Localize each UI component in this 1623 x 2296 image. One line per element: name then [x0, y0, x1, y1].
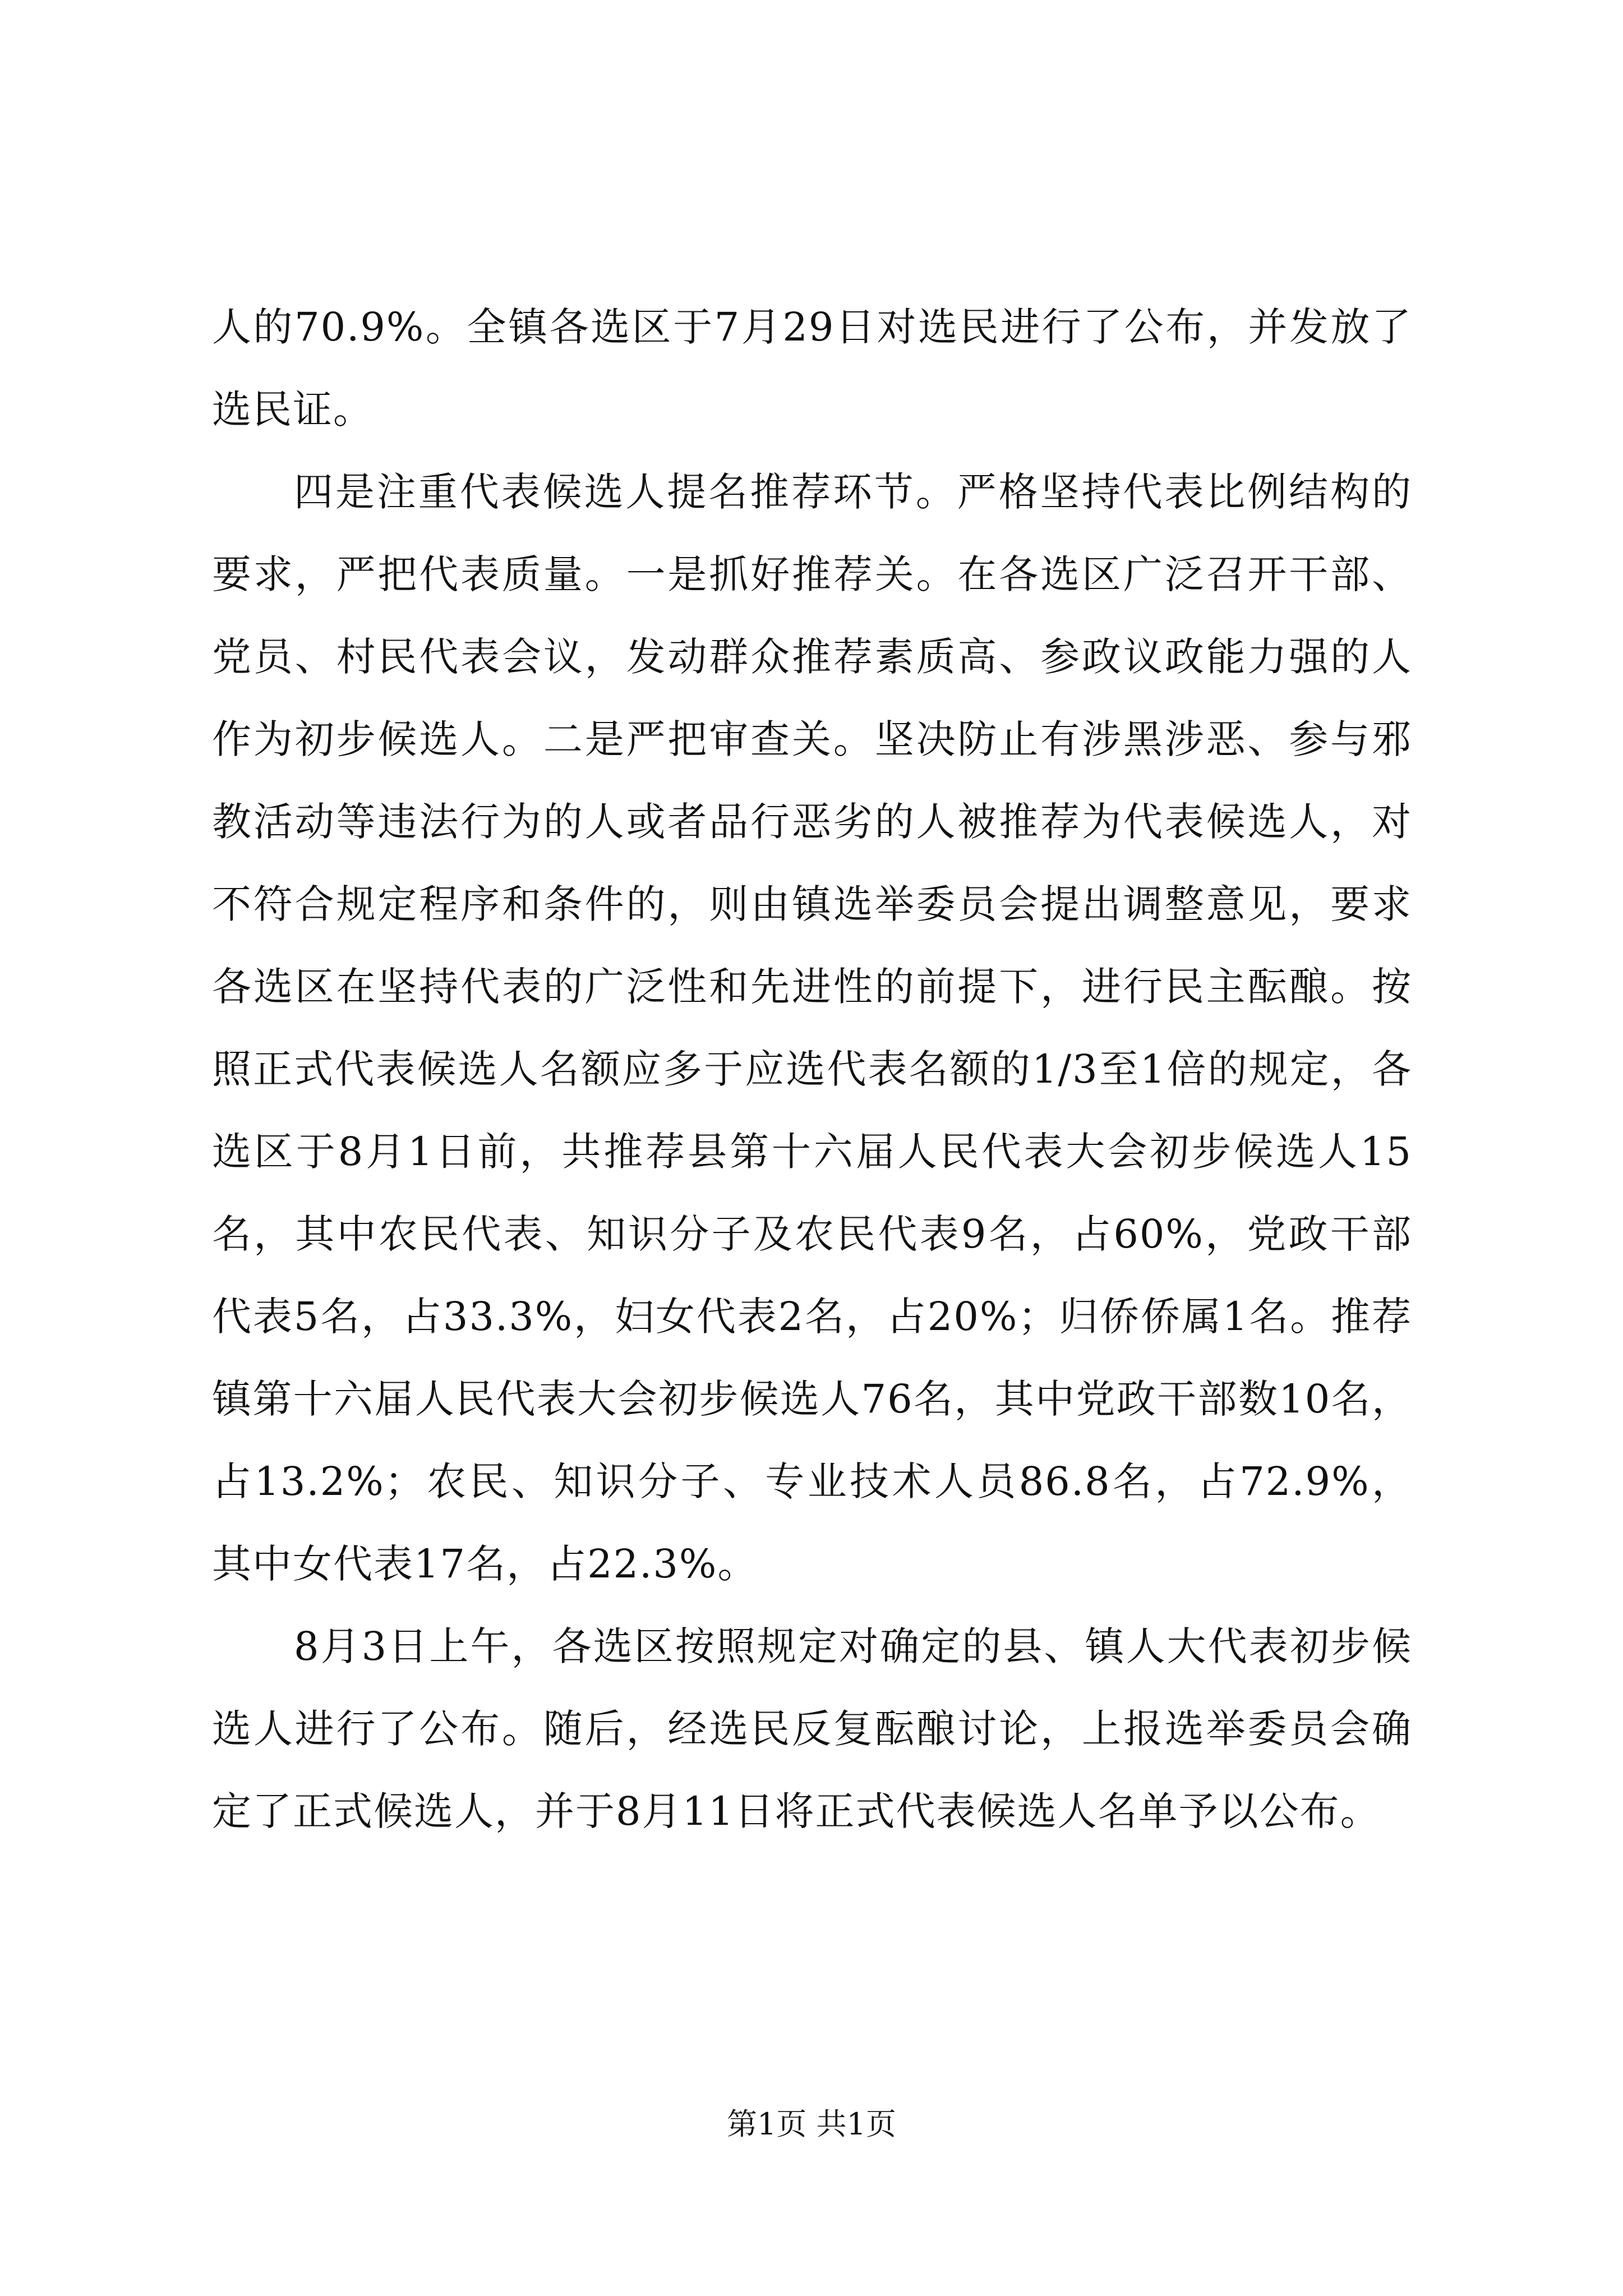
document-body — [212, 286, 1412, 1853]
page-number-footer: 第1页 共1页 — [727, 2106, 896, 2142]
paragraph-candidate-nomination: 四是注重代表候选人提名推荐环节。严格坚持代表比例结构的要求，严把代表质量。一是抓好推荐关。在各选区广泛召开干部、党员、村民代表会议，发动群众推荐素质高、参政议政能力强的人作为初步候选人。二是严把审查关。坚决防止有涉黑涉恶、参与邪教活动等违法行为的人或者品行恶劣的人被推荐为代表候选人，对不符合规定程序和条件的，则由镇选举委员会提出调整意见，要求各选区在坚持代表的广泛性和先进性的前提下，进行民主酝酿。按照正式代表候选人名额应多于应选代表名额的1/3至1倍的规定，各选区于8月1日前，共推荐县第十六届人民代表大会初步候选人15名，其中农民代表、知识分子及农民代表9名，占60%，党政干部代表5名，占33.3%，妇女代表2名，占20%；归侨侨属1名。推荐镇第十六届人民代表大会初步候选人76名，其中党政干部数10名，占13.2%；农民、知识分子、专业技术人员86.8名，占72.9%，其中女代表17名，占22.3%。 — [212, 469, 1412, 1587]
paragraph-candidate-publication: 8月3日上午，各选区按照规定对确定的县、镇人大代表初步候选人进行了公布。随后，经选民反复酝酿讨论，上报选举委员会确定了正式候选人，并于8月11日将正式代表候选人名单予以公布。 — [212, 1623, 1412, 1834]
paragraph-voter-announcement: 人的70.9%。全镇各选区于7月29日对选民进行了公布，并发放了选民证。 — [212, 304, 1412, 432]
